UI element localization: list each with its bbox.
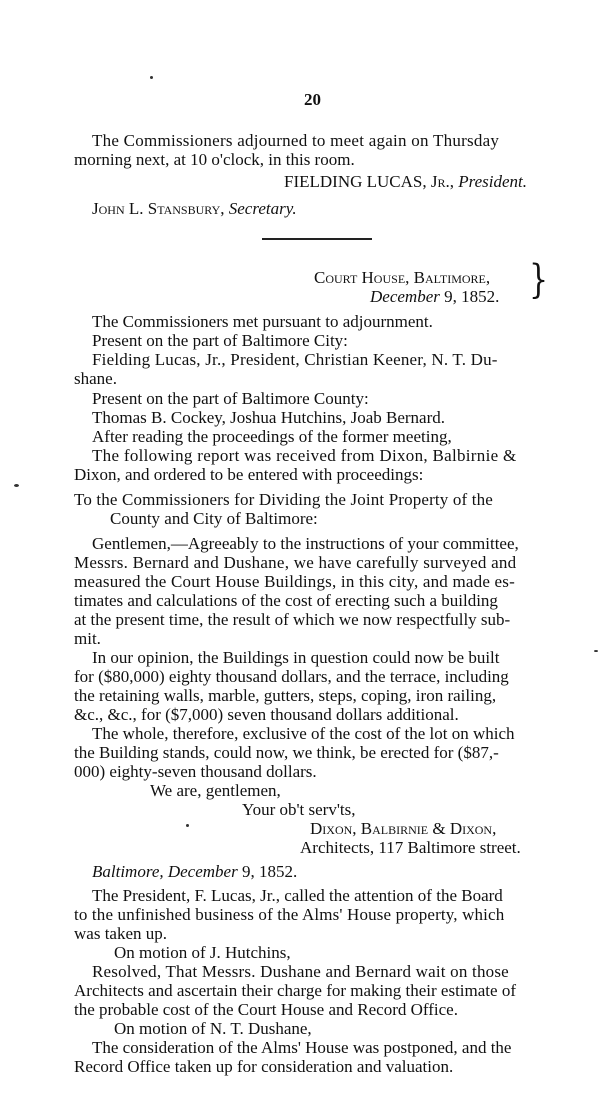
architects-name: Dixon, Balbirnie & Dixon, — [310, 819, 497, 838]
motion-dushane: On motion of N. T. Dushane, — [114, 1019, 312, 1038]
dateline-place: Court House, Baltimore, — [314, 268, 491, 287]
president-called-2: to the unfinished business of the Alms' House property, which — [74, 905, 505, 924]
opinion-2: for ($80,000) eighty thousand dollars, and the terrace, including — [74, 667, 509, 686]
president-called-3: was taken up. — [74, 924, 168, 943]
motion-hutchins: On motion of J. Hutchins, — [114, 943, 291, 962]
whole-1: The whole, therefore, exclusive of the cost of the lot on which — [92, 724, 515, 743]
para-present-city: Present on the part of Baltimore City: — [92, 331, 348, 350]
dateline-month: December — [370, 287, 440, 306]
letter-body-1: Gentlemen,—Agreeably to the instructions of your committee, — [92, 534, 519, 553]
resolved-2: Architects and ascertain their charge for making their estimate of — [74, 981, 516, 1000]
opinion-4: &c., &c., for ($7,000) seven thousand dollars additional. — [74, 705, 459, 724]
report-received-2: Dixon, and ordered to be entered with proceedings: — [74, 465, 424, 484]
resolved-3: the probable cost of the Court House and Record Office. — [74, 1000, 458, 1019]
secretary-signature — [92, 199, 297, 219]
president-signature: FIELDING LUCAS, Jr., President. — [284, 172, 528, 191]
dateline-brace: } — [529, 257, 549, 304]
resolved-1: Resolved, That Messrs. Dushane and Bernard wait on those — [92, 962, 509, 981]
letter-body-4: timates and calculations of the cost of erecting such a building — [74, 591, 498, 610]
letter-date — [92, 862, 297, 882]
closing-2: Your ob't serv'ts, — [242, 800, 356, 819]
county-members: Thomas B. Cockey, Joshua Hutchins, Joab Bernard. — [92, 408, 446, 427]
dateline-date — [370, 287, 499, 307]
consideration-1: The consideration of the Alms' House was postponed, and the — [92, 1038, 512, 1057]
whole-3: 000) eighty-seven thousand dollars. — [74, 762, 317, 781]
opinion-3: the retaining walls, marble, gutters, steps, coping, iron railing, — [74, 686, 497, 705]
page-number: 20 — [304, 90, 321, 109]
opinion-1: In our opinion, the Buildings in question could now be built — [92, 648, 500, 667]
adjourn-line-1: The Commissioners adjourned to meet again on Thursday — [92, 131, 500, 150]
report-received-1: The following report was received from Dixon, Balbirnie & — [92, 446, 517, 465]
letter-address-1: To the Commissioners for Dividing the Joint Property of the — [74, 490, 493, 509]
president-title: President. — [458, 172, 528, 191]
president-called-1: The President, F. Lucas, Jr., called the attention of the Board — [92, 886, 503, 905]
ink-speck — [186, 824, 189, 827]
letter-address-2: County and City of Baltimore: — [110, 509, 318, 528]
ink-speck — [150, 76, 153, 79]
dateline-day: 9, 1852. — [439, 287, 500, 306]
city-members-1: Fielding Lucas, Jr., President, Christian Keener, N. T. Du- — [92, 350, 498, 369]
closing-1: We are, gentlemen, — [150, 781, 281, 800]
whole-2: the Building stands, could now, we think, be erected for ($87,- — [74, 743, 499, 762]
ink-speck — [14, 484, 19, 487]
secretary-title: Secretary. — [228, 199, 297, 218]
letter-body-5: at the present time, the result of which we now respectfully sub- — [74, 610, 511, 629]
para-after-reading: After reading the proceedings of the former meeting, — [92, 427, 452, 446]
letter-body-3: measured the Court House Buildings, in this city, and made es- — [74, 572, 515, 591]
consideration-2: Record Office taken up for consideration and valuation. — [74, 1057, 454, 1076]
letter-date-day: 9, 1852. — [237, 862, 298, 881]
letter-body-6: mit. — [74, 629, 101, 648]
adjourn-line-2: morning next, at 10 o'clock, in this room. — [74, 150, 355, 169]
president-name: FIELDING LUCAS, — [284, 172, 431, 191]
ink-speck — [594, 650, 598, 652]
secretary-name: John L. Stansbury, — [92, 199, 225, 218]
president-suffix: Jr. — [430, 172, 450, 191]
para-met: The Commissioners met pursuant to adjournment. — [92, 312, 433, 331]
architects-address: Architects, 117 Baltimore street. — [300, 838, 521, 857]
city-members-2: shane. — [74, 369, 117, 388]
letter-body-2: Messrs. Bernard and Dushane, we have carefully surveyed and — [74, 553, 517, 572]
letter-date-place: Baltimore, December — [92, 862, 238, 881]
para-present-county: Present on the part of Baltimore County: — [92, 389, 369, 408]
section-divider — [262, 238, 372, 240]
